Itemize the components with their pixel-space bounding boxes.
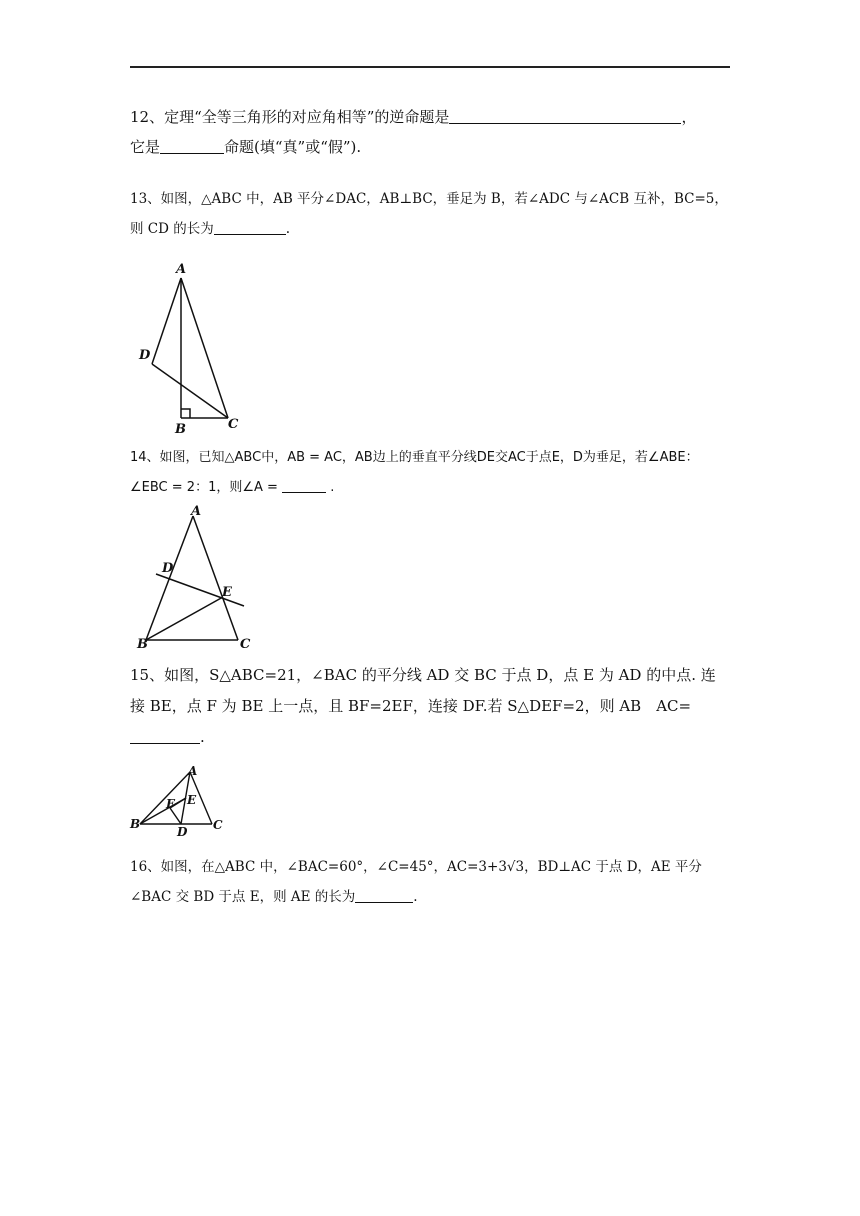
q13-label-B: B (175, 422, 186, 436)
q14-label-B: B (137, 637, 148, 652)
q15-label-E: E (187, 793, 197, 807)
q13-answer-blank[interactable] (214, 221, 286, 236)
q13-figure (132, 258, 252, 436)
q12-line2-start: 它是 (130, 138, 161, 156)
q13-line2-end: . (285, 221, 291, 237)
q14-answer-blank[interactable] (282, 479, 326, 493)
q15-answer-blank[interactable] (130, 728, 200, 744)
question-12 (130, 102, 732, 162)
q14-figure (134, 502, 260, 652)
q15-line2: 接 BE，点 F 为 BE 上一点，且 BF=2EF，连接 DF.若 S△DEF=2，则 AB AC= (130, 697, 692, 715)
q15-line1: 15、如图，S△ABC=21，∠BAC 的平分线 AD 交 BC 于点 D，点 E 为 AD 的中点. 连 (130, 666, 716, 684)
q16-answer-blank[interactable] (355, 889, 413, 904)
q12-answer-blank-1[interactable] (449, 108, 681, 124)
q14-label-A: A (191, 504, 202, 519)
q13-line1: 13、如图，△ABC 中，AB 平分∠DAC，AB⊥BC，垂足为 B，若∠ADC 与∠ACB 互补，BC=5， (130, 191, 728, 207)
q15-label-A: A (188, 764, 198, 778)
q12-answer-blank-2[interactable] (160, 138, 224, 154)
q16-line1: 16、如图，在△ABC 中，∠BAC=60°，∠C=45°，AC=3+3√3，BD⊥AC 于点 D，AE 平分 (130, 859, 702, 875)
question-16 (130, 852, 732, 912)
q15-figure (128, 762, 228, 838)
q16-line2 (130, 882, 732, 912)
q12-line1 (130, 102, 732, 132)
q15-line3 (130, 722, 732, 753)
question-14 (130, 443, 732, 503)
q15-label-D: D (177, 825, 188, 838)
q14-label-C: C (240, 637, 251, 652)
q13-label-A: A (176, 262, 187, 277)
q15-label-F: F (166, 797, 175, 811)
q15-label-B: B (130, 817, 141, 831)
q13-label-D: D (139, 348, 151, 363)
q13-line2 (130, 214, 732, 244)
q14-label-E: E (222, 585, 232, 600)
q13-line2-start: 则 CD 的长为 (130, 221, 214, 237)
q14-line2-end: . (330, 480, 335, 495)
q14-line2 (130, 473, 732, 503)
q12-line2-end: 命题(填“真”或“假”). (224, 138, 362, 156)
q16-line2-end: . (413, 889, 418, 905)
q14-line2-start: ∠EBC = 2：1，则∠A = (130, 480, 278, 495)
header-rule (130, 66, 730, 68)
q15-label-C: C (213, 818, 223, 832)
q12-line2 (130, 132, 732, 162)
q12-text: 12、定理“全等三角形的对应角相等”的逆命题是 (130, 108, 450, 126)
q14-label-D: D (162, 561, 174, 576)
q14-line1: 14、如图，已知△ABC中，AB = AC，AB边上的垂直平分线DE交AC于点E，D为垂足，若∠ABE： (130, 450, 699, 465)
question-15 (130, 660, 732, 753)
q16-line2-start: ∠BAC 交 BD 于点 E，则 AE 的长为 (130, 889, 356, 905)
question-13 (130, 184, 732, 244)
q13-label-C: C (228, 417, 239, 432)
q12-comma: ， (681, 108, 697, 126)
q15-line3-end: . (200, 728, 205, 746)
